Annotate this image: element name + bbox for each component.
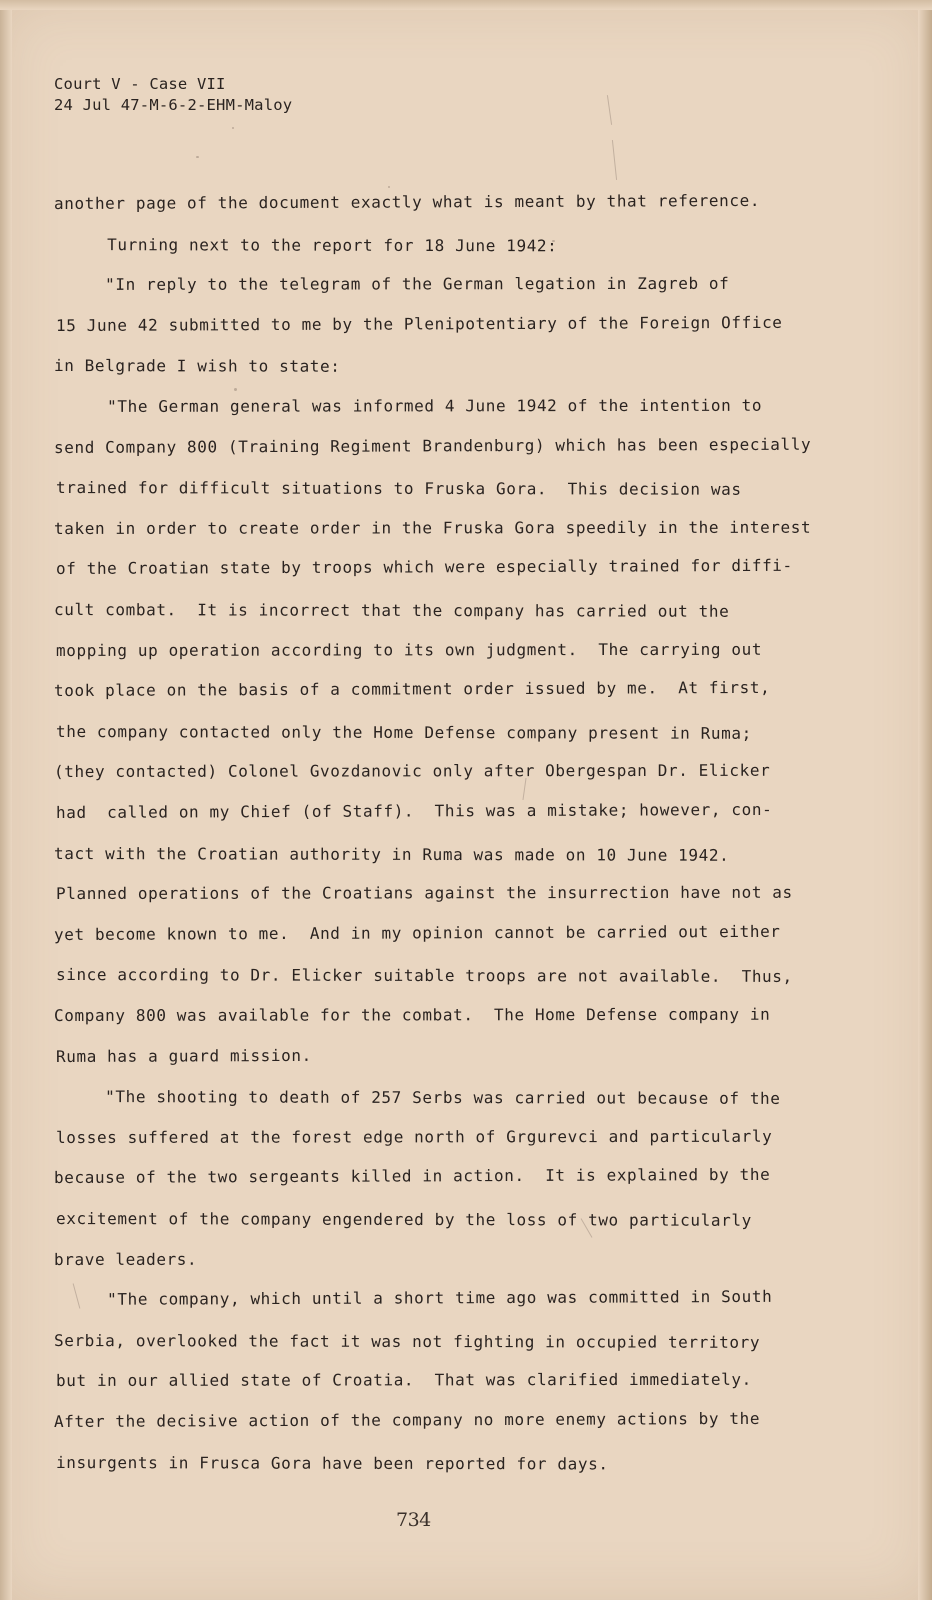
transcript-line: Serbia, overlooked the fact it was not fighting in occupied territory — [53, 1331, 761, 1352]
transcript-line: taken in order to create order in the Fruska Gora speedily in the interest — [53, 517, 812, 538]
transcript-line: cult combat. It is incorrect that the company has carried out the — [53, 600, 730, 621]
transcript-line: losses suffered at the forest edge north of Grgurevci and particularly — [55, 1126, 773, 1147]
transcript-line: "The shooting to death of 257 Serbs was carried out because of the — [53, 1087, 781, 1108]
transcript-line: of the Croatian state by troops which were especially trained for diffi- — [55, 555, 793, 578]
transcript-line: "The company, which until a short time ago was committed in South — [55, 1286, 773, 1309]
paper-speck — [552, 240, 555, 242]
transcript-line: Company 800 was available for the combat. The Home Defense company in — [53, 1004, 771, 1025]
transcript-line: excitement of the company engendered by the loss of two particularly — [55, 1209, 752, 1230]
transcript-line: "In reply to the telegram of the German legation in Zagreb of — [53, 273, 730, 294]
transcript-line: Turning next to the report for 18 June 1942: — [55, 235, 558, 256]
transcript-line: Ruma has a guard mission. — [55, 1045, 312, 1066]
transcript-line: the company contacted only the Home Defense company present in Ruma; — [55, 722, 752, 743]
page-number: 734 — [396, 1509, 431, 1531]
transcript-line: tact with the Croatian authority in Ruma was made on 10 June 1942. — [53, 844, 730, 865]
transcript-line: send Company 800 (Training Regiment Brandenburg) which has been especially — [53, 434, 812, 457]
transcript-line: 15 June 42 submitted to me by the Plenipotentiary of the Foreign Office — [55, 312, 783, 335]
transcript-line: brave leaders. — [53, 1249, 198, 1269]
paper-speck — [232, 127, 234, 129]
transcript-line: trained for difficult situations to Fruska Gora. This decision was — [55, 478, 742, 499]
transcript-line: since according to Dr. Elicker suitable troops are not available. Thus, — [55, 965, 793, 986]
session-reference-line: 24 Jul 47-M-6-2-EHM-Maloy — [54, 96, 293, 114]
transcript-line: mopping up operation according to its own judgment. The carrying out — [55, 639, 763, 660]
paper-speck — [234, 388, 237, 391]
paper-speck — [388, 186, 390, 188]
transcript-line: another page of the document exactly what is meant by that reference. — [53, 190, 761, 213]
transcript-line: yet become known to me. And in my opinion cannot be carried out either — [53, 921, 781, 944]
paper-speck — [196, 156, 199, 158]
transcript-line: (they contacted) Colonel Gvozdanovic only after Obergespan Dr. Elicker — [53, 760, 771, 781]
transcript-line: "The German general was informed 4 June 1942 of the intention to — [55, 395, 763, 416]
transcript-line: because of the two sergeants killed in action. It is explained by the — [53, 1164, 771, 1187]
transcript-line: took place on the basis of a commitment order issued by me. At first, — [53, 677, 771, 700]
transcript-line: in Belgrade I wish to state: — [53, 356, 341, 376]
transcript-line: After the decisive action of the company no more enemy actions by the — [53, 1408, 761, 1431]
transcript-line: insurgents in Frusca Gora have been reported for days. — [55, 1453, 609, 1474]
court-case-line: Court V - Case VII — [54, 75, 226, 93]
transcript-line: Planned operations of the Croatians against the insurrection have not as — [55, 882, 793, 903]
transcript-line: but in our allied state of Croatia. That was clarified immediately. — [55, 1369, 752, 1390]
transcript-line: had called on my Chief (of Staff). This was a mistake; however, con- — [55, 799, 773, 822]
